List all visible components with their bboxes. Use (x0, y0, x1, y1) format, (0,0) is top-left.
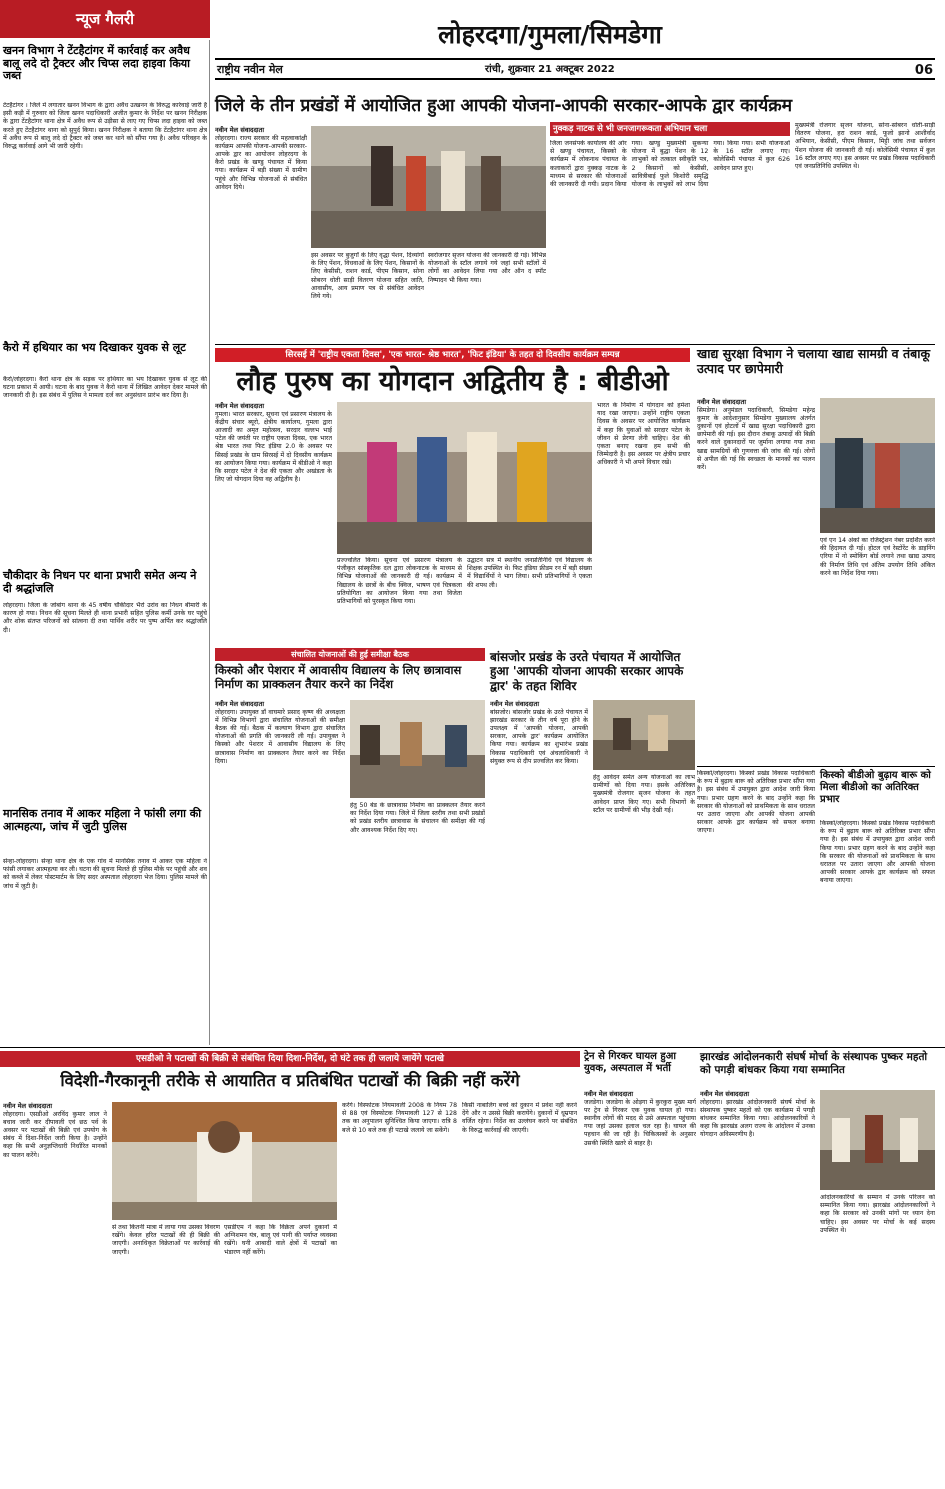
gallery-story1-headline: खनन विभाग ने टेंटहैटांगर में कार्रवाई कर अवैध बालू लदे दो ट्रैक्टर और चिप्स लदा हाइवा किया जब्त (3, 44, 191, 83)
page-number: 06 (914, 63, 933, 78)
bdo-body-right: किस्को/लोहरदगा। किस्को प्रखंड विकास पदाधिकारी के रूप में बुढ़ाय बारू को अतिरिक्त प्रभार सौंपा गया है। इस संबंध में उपायुक्त द्वारा आदेश जारी किया गया। प्रभार ग्रहण करने के बाद उन्होंने कहा कि सरकार की योजनाओं को प्राथमिकता के साथ धरातल पर उतारा जाएगा और आपकी योजना आपकी सरकार आपके द्वार कार्यक्रम को सफल बनाया जाएगा। (820, 820, 935, 885)
gallery-story3-headline: चौकीदार के निधन पर थाना प्रभारी समेत अन्य ने दी श्रद्धांजलि (3, 569, 197, 595)
jharkhand-body: लोहरदगा। झारखंड आंदोलनकारी संघर्ष मोर्चा के संस्थापक पुष्कर महतो को एक कार्यक्रम में पगड़ी बांधकर सम्मानित किया गया। आंदोलनकारियों ने कहा कि झारखंड अलग राज्य के आंदोलन में उनका योगदान अविस्मरणीय है। (700, 1098, 815, 1139)
cracker-col5: किसी नाबालिग बच्चे को दुकान में प्रवेश नहीं करने देंगे और न उससे बिक्री करायेंगे। दुकानों में धूम्रपान वर्जित रहेगा। निर्देश का उल्लंघन करने पर संबंधित के विरुद्ध कार्रवाई की जाएगी। (462, 1102, 577, 1134)
train-headline: ट्रेन से गिरकर घायल हुआ युवक, अस्पताल में भर्ती (584, 1051, 676, 1074)
unity-col2: प्रज्ज्वलित किया। सूचना एवं प्रसारण मंत्रालय के पंजीकृत सांस्कृतिक दल द्वारा लोकनाटक के माध्यम से विभिन्न योजनाओं की जानकारी दी गई। कार्यक्रम में विद्यालय के छात्रों के बीच क्विज, भाषण एवं चित्रकला प्रतियोगिता का आयोजन किया गया तथा विजेता प्रतिभागियों को पुरस्कृत किया गया। (337, 557, 462, 605)
food-body: सिमडेगा। अनुमंडल पदाधिकारी, सिमडेगा महेन्द्र कुमार के आदेशानुसार सिमडेगा मुख्यालय अंतर्गत दुकानों एवं होटलों में खाद्य सुरक्षा पदाधिकारी द्वारा छापेमारी की गई। इस दौरान तंबाकू उत्पादों की बिक्री करने वाले दुकानदारों पर जुर्माना लगाया गया तथा खाद्य सामग्रियों की गुणवत्ता की जांच की गई। लोगों से अपील की गई कि स्वच्छता के मानकों का पालन करें। (697, 406, 815, 471)
lead-col3: स्वरोजगार सृजन योजना की जानकारी दी गई। विभिन्न योजनाओं के स्टॉल लगाये गये जहां सभी स्टॉलों में लोगों का आवेदन लिया गया और ऑन द स्पॉट निष्पादन भी किया गया। (428, 252, 546, 284)
food-photo (820, 398, 935, 533)
meeting-label: संचालित योजनाओं की हुई समीक्षा बैठक (291, 650, 409, 659)
unity-headline: लौह पुरुष का योगदान अद्वितीय है : बीडीओ (236, 366, 669, 397)
divider (215, 344, 935, 345)
hostel-body: लोहरदगा। उपायुक्त डॉ वाघमारे प्रसाद कृष्ण की अध्यक्षता में विभिन्न विभागों द्वारा संचालित योजनाओं की समीक्षा बैठक की गई। बैठक में कल्याण विभाग द्वारा संचालित योजनाओं की प्रगति की जानकारी ली गई। उपायुक्त ने किस्को और पेशरार में आवासीय विद्यालय के लिए छात्रावास निर्माण का प्राक्कलन तैयार करने का निर्देश दिया। (215, 708, 345, 765)
meeting-label-box (215, 648, 485, 661)
unity-col1 (215, 402, 332, 644)
train-body-text: जलडेगा। जलडेगा के ओड़गा में कुरकुरा मुख्य मार्ग पर ट्रेन से गिरकर एक युवक घायल हो गया। स्थानीय लोगों की मदद से उसे अस्पताल पहुंचाया गया जहां उसका इलाज चल रहा है। घायल की पहचान की जा रही है। चिकित्सकों के अनुसार उसकी स्थिति खतरे से बाहर है। (584, 1098, 696, 1147)
gallery-story3-body: लोहरदगा। जिला के जोबांग थाना के 45 वर्षीय चौकीदार भैरो उरांव का निधन बीमारी के कारण हो गया। निधन की सूचना मिलते ही थाना प्रभारी सहित पुलिस कर्मी उनके घर पहुंचे और शोक संतप्त परिजनों को सांत्वना दी तथा पार्थिव शरीर पर पुष्प अर्पित कर श्रद्धांजलि दी। (3, 602, 207, 634)
lead-col2: इस अवसर पर बुजुर्गों के लिए वृद्धा पेंशन, दिव्यांगों के लिए पेंशन, विधवाओं के लिए पेंशन, किसानों के लिए केसीसी, राशन कार्ड, पीएम किसान, सोना सोबरन धोती साड़ी वितरण योजना सहित जाति, आवासीय, आय प्रमाण पत्र से संबंधित आवेदन लिये गये। (311, 252, 424, 300)
bdo-body-left: किस्को/लोहरदगा। किस्को प्रखंड विकास पदाधिकारी के रूप में बुढ़ाय बारू को अतिरिक्त प्रभार सौंपा गया है। इस संबंध में उपायुक्त द्वारा आदेश जारी किया गया। प्रभार ग्रहण करने के बाद उन्होंने कहा कि सरकार की योजनाओं को प्राथमिकता के साथ धरातल पर उतारा जाएगा और आपकी योजना आपकी सरकार आपके द्वार कार्यक्रम को सफल बनाया जाएगा। (697, 770, 815, 835)
unity-strip-text: सिरसई में 'राष्ट्रीय एकता दिवस', 'एक भारत- श्रेष्ठ भारत', 'फिट इंडिया' के तहत दो दिवसीय कार्यक्रम सम्पन्न (285, 350, 620, 360)
lead-right-body: जिला जनसंपर्क कार्यालय की ओर से खण्डु पंचायत, किस्को के कार्यक्रम में लोकनाथ पंचायत के कलाकारों द्वारा नुक्कड़ नाटक के माध्यम से सरकार की योजनाओं की जानकारी दी गयी। प्रदान किया गया। खण्डु मुख्यमंत्री सुकन्या योजना में बुद्धा पेंशन के 12 लाभुकों को तत्काल स्वीकृति पत्र, 2 किसानों को केसीसी, सावित्रीबाई फुले किशोरी समृद्धि योजना के लाभुकों को लाभ दिया गया। किया गया। सभी योजनाओं के 16 स्टॉल लगाए गए। कोलेसिमी पंचायत में कुल 626 आवेदन प्राप्त हुए। (550, 140, 790, 188)
lead-kicker: नुक्कड़ नाटक से भी जनजागरूकता अभियान चला (553, 124, 708, 134)
lead-headline: जिले के तीन प्रखंडों में आयोजित हुआ आपकी योजना-आपकी सरकार-आपके द्वार कार्यक्रम (215, 96, 793, 116)
bansjor-headline: बांसजोर प्रखंड के उरते पंचायत में आयोजित हुआ 'आपकी योजना आपकी सरकार आपके द्वार' के तहत शिविर (490, 650, 684, 693)
food-byline: नवीन मेल संवाददाता (697, 398, 746, 406)
unity-byline: नवीन मेल संवाददाता (215, 402, 264, 410)
unity-photo (337, 402, 592, 554)
news-gallery-label: न्यूज गैलरी (75, 10, 135, 28)
food-headline: खाद्य सुरक्षा विभाग ने चलाया खाद्य सामग्री व तंबाकू उत्पाद पर छापेमारी (697, 346, 931, 377)
cracker-col1-text: लोहरदगा। एसडीओ अरविंद कुमार लाल ने बचाव जारी कर दीपावली एवं छठ पर्व के अवसर पर पटाखों की बिक्री एवं उपयोग के संबंध में दिशा-निर्देश जारी किया है। उन्होंने कहा कि सभी अनुज्ञप्तिधारी निर्धारित मानकों का पालन करेंगे। (3, 1110, 107, 1159)
lead-kicker-box (550, 122, 790, 136)
news-gallery-column (0, 40, 210, 1045)
cracker-photo (112, 1102, 337, 1220)
gallery-story2-headline: कैरो में हथियार का भय दिखाकर युवक से लूट (3, 341, 186, 354)
lead-photo (311, 126, 546, 248)
train-byline: नवीन मेल संवाददाता (584, 1090, 633, 1098)
food-col1 (697, 398, 815, 763)
hostel-col1 (215, 700, 345, 1045)
food-col2: एवं एन 14 अंकों का रजिस्ट्रेशन नंबर प्रदर्शित करने की हिदायत दी गई। होटल एवं रेस्टोरेंट के डाइनिंग एरिया में नो स्मोकिंग बोर्ड लगाने तथा खाद्य उत्पाद की निर्माण तिथि एवं अंतिम उपयोग तिथि अंकित करने का निर्देश दिया गया। (820, 537, 935, 577)
unity-col3: उद्घाटन सत्र में स्थानीय जनप्रतिनिधि एवं विद्यालय के शिक्षक उपस्थित थे। फिट इंडिया फ्रीडम रन में बड़ी संख्या में विद्यार्थियों ने भाग लिया। सभी प्रतिभागियों ने एकता की शपथ ली। (467, 557, 592, 589)
dateline: रांची, शुक्रवार 21 अक्टूबर 2022 (485, 64, 615, 75)
bansjor-col1-text: बांसजोर। बांसजोर प्रखंड के उरते पंचायत में झारखंड सरकार के तीन वर्ष पूरा होने के उपलक्ष्य में 'आपकी योजना, आपकी सरकार, आपके द्वार' कार्यक्रम आयोजित किया गया। कार्यक्रम का शुभारंभ प्रखंड विकास पदाधिकारी एवं अंचलाधिकारी ने संयुक्त रूप से दीप प्रज्वलित कर किया। (490, 708, 588, 765)
paper-name: राष्ट्रीय नवीन मेल (217, 63, 283, 76)
bansjor-photo (593, 700, 695, 770)
cracker-col1 (3, 1102, 107, 1482)
lead-col1-text: लोहरदगा। राज्य सरकार की महत्वाकांक्षी कार्यक्रम आपकी योजना-आपकी सरकार-आपके द्वार का आयोजन लोहरदगा के कैरो प्रखंड के खण्डु पंचायत में किया गया। कार्यक्रम में बड़ी संख्या में ग्रामीण पहुंचे और विभिन्न योजनाओं से संबंधित आवेदन दिये। (215, 134, 307, 191)
hostel-headline: किस्को और पेशरार में आवासीय विद्यालय के लिए छात्रावास निर्माण का प्राक्कलन तैयार करने का निर्देश (215, 663, 462, 691)
train-body (584, 1090, 696, 1482)
jharkhand-col1 (700, 1090, 815, 1482)
dateline-bar (215, 58, 935, 80)
gallery-story4-body: सेन्हा-लोहरदगा। सेन्हा थाना क्षेत्र के एक गांव में मानसिक तनाव में आकर एक महिला ने फांसी लगाकर आत्महत्या कर ली। घटना की सूचना मिलते ही पुलिस मौके पर पहुंची और शव को कब्जे में लेकर पोस्टमार्टम के लिए सदर अस्पताल लोहरदगा भेज दिया। पुलिस मामले की जांच में जुटी है। (3, 858, 207, 890)
cracker-col3: एसडीएम ने कहा कि विक्रेता अपने दुकानों में अग्निशमन यंत्र, बालू एवं पानी की पर्याप्त व्यवस्था रखेंगे। घनी आबादी वाले क्षेत्रों में पटाखों का भंडारण नहीं करेंगे। (224, 1224, 337, 1256)
lead-col1 (215, 126, 307, 341)
cracker-strip (0, 1051, 580, 1067)
cracker-headline: विदेशी-गैरकानूनी तरीके से आयातित व प्रतिबंधित पटाखों की बिक्री नहीं करेंगे (60, 1071, 520, 1090)
hostel-byline: नवीन मेल संवाददाता (215, 700, 264, 708)
lead-far-right: मुख्यमंत्री रोजगार सृजन योजना, सोना-सोबरन धोती-साड़ी वितरण योजना, हरा राशन कार्ड, फूलो झानो आशीर्वाद अभियान, केसीसी, पीएम किसान, मिट्टी जांच तथा सर्वजन पेंशन योजना की जानकारी दी गई। कोलेसिमी पंचायत में कुल 16 स्टॉल लगाए गए। इस अवसर पर प्रखंड विकास पदाधिकारी एवं जनप्रतिनिधि उपस्थित थे। (795, 122, 935, 170)
gallery-story2-body: कैरो/लोहरदगा। कैरो थाना क्षेत्र के सड़क पर हथियार का भय दिखाकर युवक से लूट की घटना प्रकाश में आयी। घटना के बाद युवक ने कैरो थाना में लिखित आवेदन देकर मामले की जानकारी दी है। इस संबंध में पुलिस ने मामला दर्ज कर अनुसंधान प्रारंभ कर दिया है। (3, 376, 207, 400)
cracker-byline: नवीन मेल संवाददाता (3, 1102, 52, 1110)
bansjor-col1 (490, 700, 588, 1045)
divider (697, 766, 935, 767)
bansjor-byline: नवीन मेल संवाददाता (490, 700, 539, 708)
gallery-story4-headline: मानसिक तनाव में आकर महिला ने फांसी लगा की आत्महत्या, जांच में जुटी पुलिस (3, 807, 202, 833)
divider (0, 1047, 945, 1048)
unity-col1-text: गुमला। भारत सरकार, सूचना एवं प्रसारण मंत्रालय के केंद्रीय संचार ब्यूरो, क्षेत्रीय कार्यालय, गुमला द्वारा आजादी का अमृत महोत्सव, सरदार वल्लभ भाई पटेल की जयंती पर राष्ट्रीय एकता दिवस, एक भारत श्रेष्ठ भारत तथा फिट इंडिया 2.0 के अवसर पर सिसई प्रखंड के ग्राम सिरसई में दो दिवसीय कार्यक्रम का आयोजन किया गया। कार्यक्रम में बीडीओ ने कहा कि सरदार पटेल ने देश की एकता और अखंडता के लिए जो योगदान दिया वह अद्वितीय है। (215, 410, 332, 484)
jharkhand-headline: झारखंड आंदोलनकारी संघर्ष मोर्चा के संस्थापक पुष्कर महतो को पगड़ी बांधकर किया गया सम्मानित (700, 1051, 928, 1076)
cracker-strip-text: एसडीओ ने पटाखों की बिक्री से संबंधित दिया दिशा-निर्देश, दो घंटे तक ही जलाये जायेंगे पटाखे (135, 1054, 445, 1064)
jharkhand-byline: नवीन मेल संवाददाता (700, 1090, 749, 1098)
section-title: लोहरदगा/गुमला/सिमडेगा (438, 20, 662, 49)
gallery-story1-body: टेंटहैटांगर । जिले में लगातार खनन विभाग के द्वारा अवैध उत्खनन के विरुद्ध कार्रवाई जारी है इसी कड़ी में गुरुवार को जिला खनन पदाधिकारी अजीत कुमार के निर्देश पर खनन निरीक्षक के द्वारा टेंटहैटांगर थाना क्षेत्र में अवैध रूप से उड़ीसा से लाए गए चिप्स लदा हाइवा को जब्त करते हुए टेंटहैटांगर थाना को सुपुर्द किया। खनन निरीक्षक ने बताया कि टेंटहैटांगर थाना क्षेत्र में अवैध रूप से बालू लदे दो ट्रैक्टर को जब्त कर थाने को सौंपा गया है। अवैध परिवहन के विरुद्ध कार्रवाई आगे भी जारी रहेगी। (3, 102, 207, 150)
hostel-col2: हेतु 50 बेड के छात्रावास निर्माण का प्राक्कलन तैयार करने का निर्देश दिया गया। जिले में जिला स्तरीय तथा सभी प्रखंडों को प्रखंड स्तरीय छात्रावास के संचालन की समीक्षा की गई और आवश्यक निर्देश दिए गए। (350, 802, 485, 834)
hostel-photo (350, 700, 485, 798)
bdo-headline: किस्को बीडीओ बुढ़ाय बारू को मिला बीडीओ का अतिरिक्त प्रभार (820, 770, 931, 805)
jharkhand-photo (820, 1090, 935, 1190)
unity-strip (215, 348, 690, 362)
lead-byline: नवीन मेल संवाददाता (215, 126, 264, 134)
bansjor-col2: हेतु आवेदन समेत अन्य योजनाओं का लाभ ग्रामीणों को दिया गया। इसके अतिरिक्त मुख्यमंत्री रोजगार सृजन योजना के तहत आवेदन प्राप्त किए गए। सभी विभागों के स्टॉल पर ग्रामीणों की भीड़ देखी गई। (593, 774, 695, 814)
news-gallery-label-box (0, 0, 210, 38)
cracker-col4: करेंगे। विस्फोटक नियमावली 2008 के नियम 78 से 88 एवं विस्फोटक नियमावली 127 से 128 तक का अनुपालन सुनिश्चित किया जाएगा। रात्रि 8 बजे से 10 बजे तक ही पटाखे जलाये जा सकेंगे। (342, 1102, 457, 1134)
unity-col4: भारत के निर्माण में योगदान को हमेशा याद रखा जाएगा। उन्होंने राष्ट्रीय एकता दिवस के अवसर पर आयोजित कार्यक्रम में कहा कि युवाओं को सरदार पटेल के जीवन से प्रेरणा लेनी चाहिए। देश की एकता बनाए रखना हम सभी की जिम्मेदारी है। इस अवसर पर क्षेत्रीय प्रचार अधिकारी ने भी अपने विचार रखे। (597, 402, 690, 467)
jharkhand-col2: आंदोलनकारियों के सम्मान में उनके परिजन को सम्मानित किया गया। झारखंड आंदोलनकारियों ने कहा कि सरकार को उनकी मांगों पर ध्यान देना चाहिए। इस अवसर पर मोर्चा के कई सदस्य उपस्थित थे। (820, 1194, 935, 1234)
cracker-col2: से तथा कितनी मात्रा में लाया गया उसका विवरण रखेंगे। केवल हरित पटाखों की ही बिक्री की जाएगी। अनाधिकृत विक्रेताओं पर कार्रवाई की जाएगी। (112, 1224, 220, 1256)
